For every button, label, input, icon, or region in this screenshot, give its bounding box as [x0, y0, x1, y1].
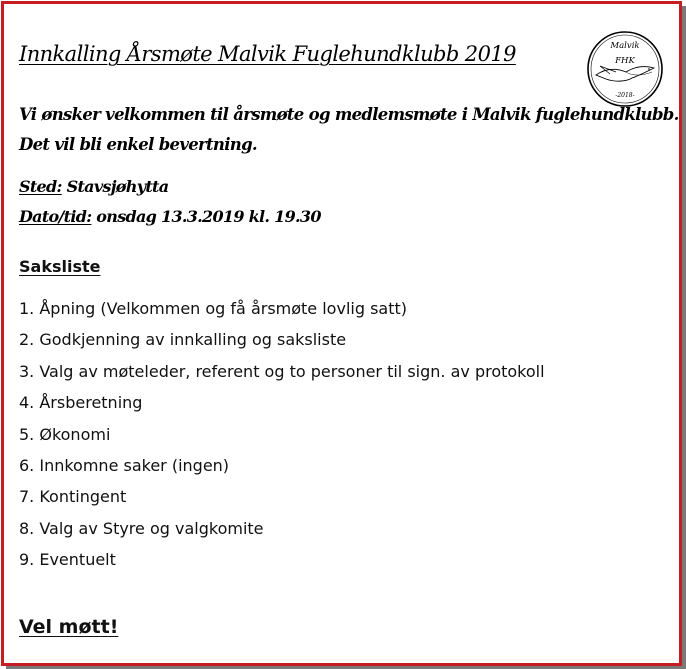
logo-text-name: Malvik — [610, 41, 640, 51]
list-item: 4. Årsberetning — [19, 393, 143, 413]
datetime-value: onsdag 13.3.2019 kl. 19.30 — [91, 207, 321, 226]
list-item: 8. Valg av Styre og valgkomite — [19, 518, 264, 538]
welcome-text — [19, 100, 679, 160]
document-frame — [1, 1, 682, 666]
list-item: 2. Godkjenning av innkalling og saksliste — [19, 330, 347, 350]
list-item: 5. Økonomi — [19, 424, 111, 444]
welcome-line-2: Det vil bli enkel bevertning. — [19, 135, 257, 154]
logo-text-abbr: FHK — [615, 56, 635, 66]
location-line — [19, 177, 168, 196]
location-value: Stavsjøhytta — [61, 177, 169, 196]
page-title: Innkalling Årsmøte Malvik Fuglehundklubb 2019 — [19, 42, 516, 66]
agenda-list — [19, 295, 545, 578]
club-logo — [586, 30, 664, 108]
welcome-line-1: Vi ønsker velkommen til årsmøte og medlemsmøte i Malvik fuglehundklubb. — [19, 105, 679, 124]
list-item: 7. Kontingent — [19, 487, 127, 507]
location-label: Sted: — [19, 177, 62, 196]
list-item: 1. Åpning (Velkommen og få årsmøte lovlig satt) — [19, 299, 407, 318]
datetime-line — [19, 207, 321, 226]
list-item: 3. Valg av møteleder, referent og to personer til sign. av protokoll — [19, 361, 545, 381]
agenda-heading: Saksliste — [19, 257, 101, 276]
datetime-label: Dato/tid: — [19, 207, 92, 226]
list-item: 6. Innkomne saker (ingen) — [19, 455, 230, 475]
list-item: 9. Eventuelt — [19, 550, 116, 570]
closing-text: Vel møtt! — [19, 616, 119, 638]
logo-text-year: -2018- — [615, 92, 635, 99]
